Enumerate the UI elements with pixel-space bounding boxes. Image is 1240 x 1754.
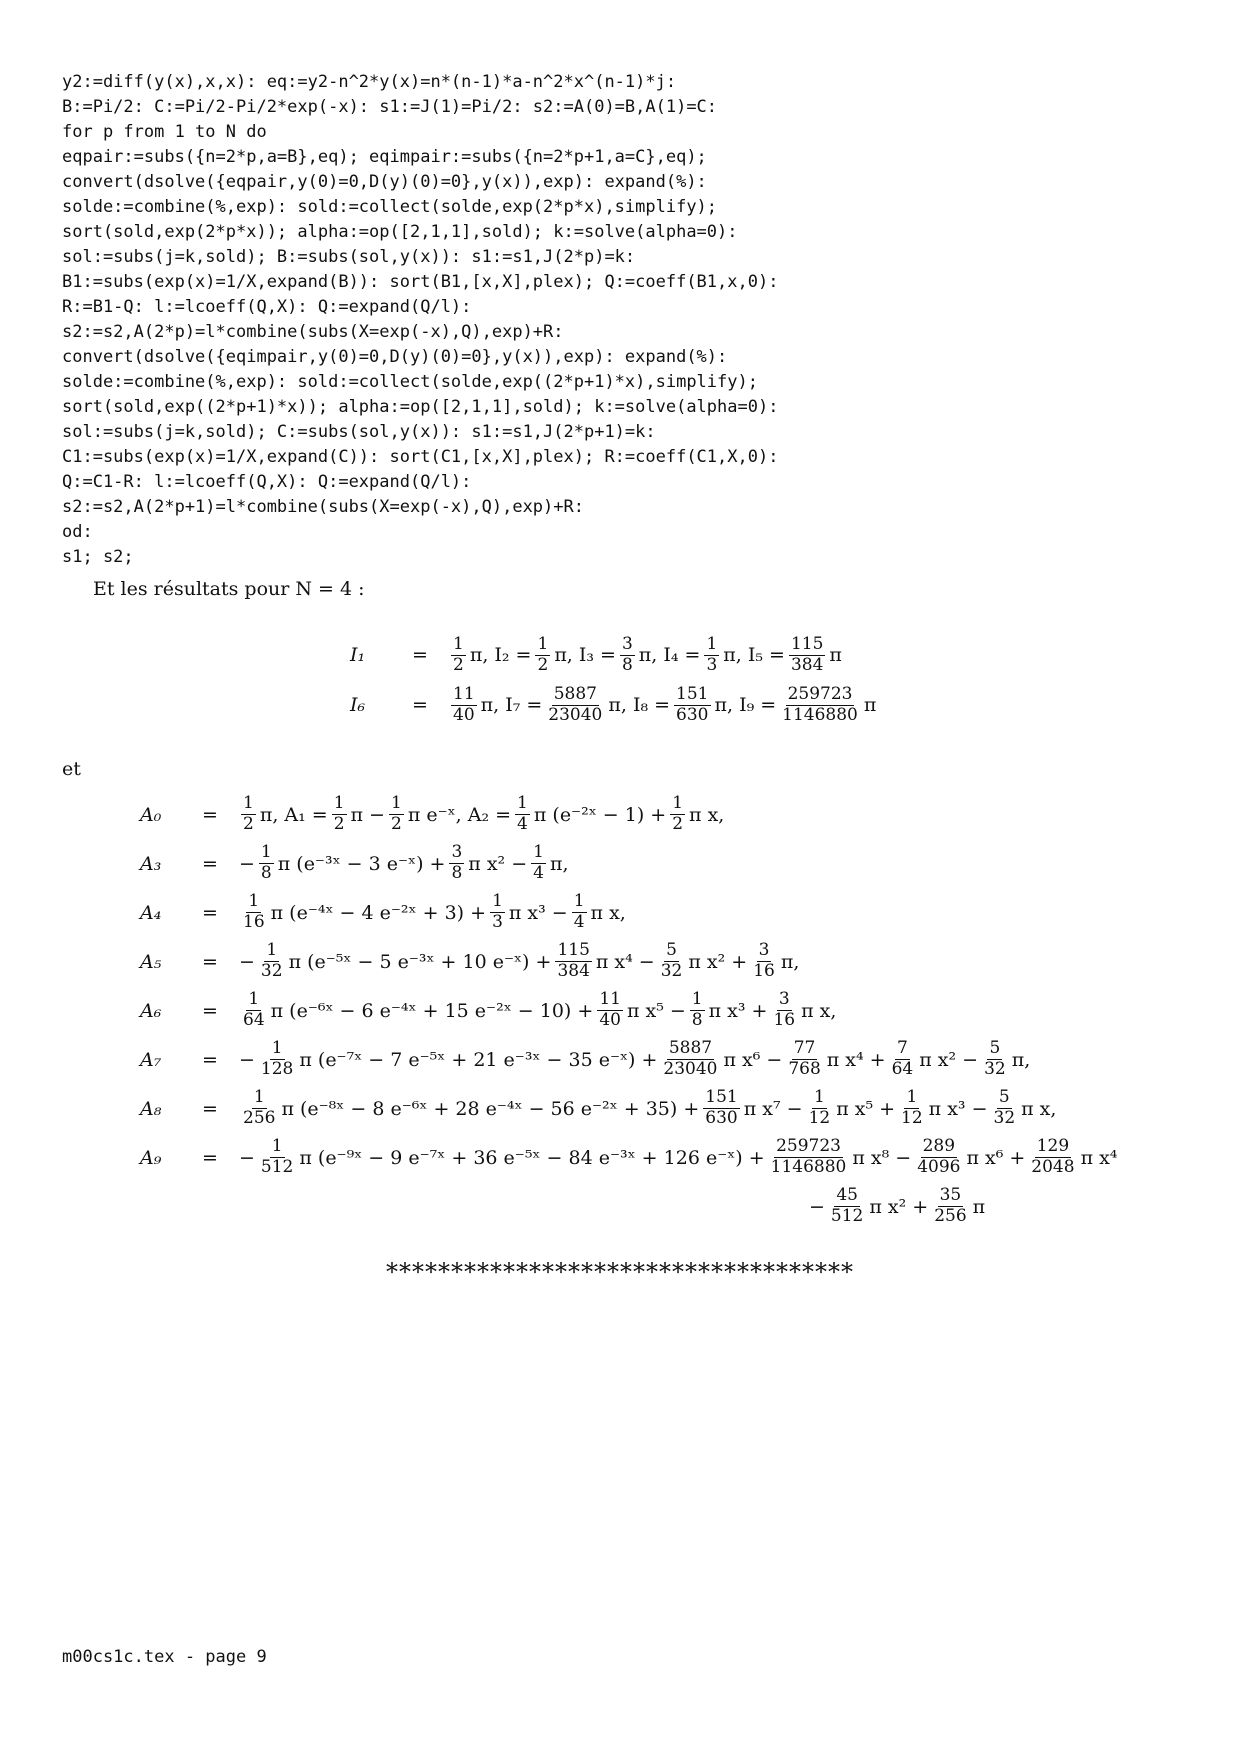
fraction-denominator: 128 — [260, 1059, 294, 1079]
fraction-numerator: 151 — [705, 1087, 738, 1108]
fraction-denominator: 4096 — [917, 1157, 961, 1177]
fraction-numerator: 1 — [672, 793, 684, 814]
fraction-numerator: 1 — [390, 793, 402, 814]
math-text: π e⁻ˣ, A₂ = — [407, 803, 512, 826]
et-text: et — [62, 758, 81, 780]
fraction — [690, 991, 705, 1030]
code-line: B:=Pi/2: C:=Pi/2-Pi/2*exp(-x): s1:=J(1)=Pi/2: s2:=A(0)=B,A(1)=C: — [62, 97, 718, 117]
fraction-numerator: 7 — [897, 1038, 908, 1059]
fraction — [449, 844, 464, 883]
fraction — [982, 1040, 1008, 1079]
math-text: − — [239, 852, 255, 875]
fraction — [259, 942, 285, 981]
equation-row — [140, 1133, 1118, 1182]
integral-results-equations — [350, 630, 877, 730]
fraction-denominator: 23040 — [663, 1059, 718, 1079]
fraction-denominator: 512 — [260, 1157, 294, 1177]
fraction-numerator: 259723 — [787, 683, 853, 704]
fraction-denominator: 23040 — [548, 704, 603, 725]
fraction — [789, 633, 825, 675]
fraction — [555, 942, 591, 981]
math-text: π (e⁻⁸ˣ − 8 e⁻⁶ˣ + 28 e⁻⁴ˣ − 56 e⁻²ˣ + 35) + — [281, 1097, 700, 1120]
math-text: π x⁵ + — [836, 1097, 896, 1120]
fraction — [829, 1187, 865, 1226]
math-text: π x⁵ − — [626, 999, 686, 1022]
equals-sign: = — [202, 999, 218, 1022]
fraction-denominator: 8 — [260, 863, 272, 883]
fraction-denominator: 4 — [573, 912, 585, 932]
fraction-numerator: 77 — [793, 1038, 816, 1059]
page-footer: m00cs1c.tex - page 9 — [62, 1647, 267, 1667]
math-text: π x, — [689, 803, 725, 826]
equation-row — [140, 986, 1118, 1035]
fraction-numerator: 5887 — [668, 1038, 713, 1059]
equation-rhs — [448, 683, 877, 725]
fraction-numerator: 3 — [758, 940, 770, 961]
equation-rhs — [238, 1138, 1118, 1177]
fraction-denominator: 1146880 — [782, 704, 858, 725]
fraction-denominator: 16 — [243, 912, 265, 932]
equation-row — [140, 1084, 1118, 1133]
fraction-numerator: 1 — [706, 633, 718, 654]
fraction-numerator: 151 — [676, 683, 709, 704]
fraction — [932, 1187, 968, 1226]
code-line: sort(sold,exp(2*p*x)); alpha:=op([2,1,1],sold); k:=solve(alpha=0): — [62, 222, 738, 242]
fraction-numerator: 5 — [666, 940, 677, 961]
math-text: π — [972, 1195, 986, 1218]
equation-lhs: A₆ — [140, 999, 162, 1022]
math-text: π, I₇ = — [480, 694, 543, 716]
fraction-numerator: 3 — [778, 989, 790, 1010]
maple-code-block — [62, 70, 778, 570]
fraction — [259, 844, 274, 883]
fraction — [807, 1089, 833, 1128]
code-line: Q:=C1-R: l:=lcoeff(Q,X): Q:=expand(Q/l): — [62, 472, 472, 492]
fraction-denominator: 12 — [808, 1108, 831, 1128]
math-text: − — [239, 950, 255, 973]
fraction-denominator: 4 — [533, 863, 544, 883]
fraction-numerator: 1 — [537, 633, 549, 654]
code-line: C1:=subs(exp(x)=1/X,expand(C)): sort(C1,[x,X],plex); R:=coeff(C1,X,0): — [62, 447, 779, 467]
code-line: B1:=subs(exp(x)=1/X,expand(B)): sort(B1,[x,X],plex); Q:=coeff(B1,x,0): — [62, 272, 779, 292]
fraction — [620, 633, 635, 675]
math-text: π (e⁻³ˣ − 3 e⁻ˣ) + — [277, 852, 446, 875]
math-text: π x³ + — [708, 999, 768, 1022]
math-text: π, I₃ = — [554, 644, 616, 666]
fraction — [515, 795, 530, 834]
math-text: π x⁴ + — [826, 1048, 886, 1071]
fraction — [670, 795, 685, 834]
fraction-numerator: 3 — [451, 842, 463, 863]
math-text: π, — [1011, 1048, 1031, 1071]
equation-row — [140, 790, 1118, 839]
math-text: π, I₂ = — [469, 644, 532, 666]
code-line: solde:=combine(%,exp): sold:=collect(solde,exp(2*p*x),simplify); — [62, 197, 718, 217]
fraction-denominator: 3 — [706, 654, 718, 675]
equation-rhs — [238, 1040, 1031, 1079]
equation-rhs — [238, 795, 725, 834]
fraction-denominator: 32 — [984, 1059, 1006, 1079]
fraction — [241, 1089, 277, 1128]
fraction — [451, 683, 477, 725]
equation-row — [350, 680, 877, 730]
fraction-denominator: 16 — [753, 961, 775, 981]
math-text: π x⁶ + — [966, 1146, 1026, 1169]
code-line: R:=B1-Q: l:=lcoeff(Q,X): Q:=expand(Q/l): — [62, 297, 472, 317]
fraction-numerator: 5 — [989, 1038, 1001, 1059]
math-text: − — [239, 1048, 255, 1071]
fraction — [259, 1040, 295, 1079]
fraction-numerator: 1 — [266, 940, 278, 961]
equation-lhs: I₁ — [350, 644, 366, 666]
fraction-denominator: 32 — [260, 961, 283, 981]
fraction-denominator: 32 — [993, 1108, 1016, 1128]
equals-sign: = — [202, 1146, 218, 1169]
fraction — [241, 893, 267, 932]
math-text: π x² + — [869, 1195, 929, 1218]
fraction — [241, 795, 256, 834]
math-text: π — [863, 694, 877, 716]
code-line: sol:=subs(j=k,sold); C:=subs(sol,y(x)): s1:=s1,J(2*p+1)=k: — [62, 422, 656, 442]
fraction-numerator: 1 — [691, 989, 703, 1010]
code-line: sol:=subs(j=k,sold); B:=subs(sol,y(x)): s1:=s1,J(2*p)=k: — [62, 247, 636, 267]
equation-row — [140, 937, 1118, 986]
fraction — [751, 942, 777, 981]
fraction-denominator: 2 — [537, 654, 549, 675]
equals-sign: = — [412, 694, 428, 716]
fraction-numerator: 1 — [260, 842, 272, 863]
fraction-numerator: 45 — [836, 1185, 858, 1206]
math-text: π x, — [590, 901, 626, 924]
fraction-denominator: 40 — [453, 704, 475, 725]
math-text: − — [239, 1146, 255, 1169]
fraction-numerator: 115 — [557, 940, 590, 961]
separator-stars: ************************************ — [386, 1258, 854, 1286]
code-line: s1; s2; — [62, 547, 134, 567]
fraction — [332, 795, 347, 834]
fraction — [259, 1138, 295, 1177]
fraction-denominator: 8 — [451, 863, 463, 883]
fraction-denominator: 2 — [333, 814, 345, 834]
fraction — [572, 893, 587, 932]
equation-row — [140, 888, 1118, 937]
equation-rhs — [238, 844, 569, 883]
equation-rhs — [238, 893, 627, 932]
math-text: π x² + — [688, 950, 748, 973]
fraction — [915, 1138, 962, 1177]
fraction — [771, 991, 797, 1030]
fraction-denominator: 2 — [243, 814, 254, 834]
fraction-numerator: 1 — [906, 1087, 918, 1108]
fraction-denominator: 768 — [788, 1059, 821, 1079]
math-text: π (e⁻²ˣ − 1) + — [533, 803, 667, 826]
equation-rhs — [238, 1089, 1057, 1128]
equals-sign: = — [202, 950, 218, 973]
math-text: π x² − — [468, 852, 528, 875]
fraction-denominator: 2 — [453, 654, 464, 675]
equals-sign: = — [202, 852, 218, 875]
fraction-numerator: 1 — [453, 633, 464, 654]
fraction — [890, 1040, 916, 1079]
fraction-numerator: 11 — [599, 989, 621, 1010]
equation-lhs: I₆ — [350, 694, 366, 716]
fraction-denominator: 4 — [517, 814, 528, 834]
fraction — [780, 683, 860, 725]
fraction-denominator: 384 — [557, 961, 590, 981]
math-text: π x² − — [919, 1048, 979, 1071]
code-line: eqpair:=subs({n=2*p,a=B},eq); eqimpair:=subs({n=2*p+1,a=C},eq); — [62, 147, 707, 167]
fraction-numerator: 1 — [492, 891, 503, 912]
fraction-denominator: 1146880 — [770, 1157, 847, 1177]
code-line: solde:=combine(%,exp): sold:=collect(solde,exp((2*p+1)*x),simplify); — [62, 372, 758, 392]
fraction-numerator: 289 — [922, 1136, 956, 1157]
math-text: π, I₄ = — [638, 644, 701, 666]
fraction-numerator: 3 — [621, 633, 633, 654]
math-text: π, — [549, 852, 569, 875]
code-line: sort(sold,exp((2*p+1)*x)); alpha:=op([2,1,1],sold); k:=solve(alpha=0): — [62, 397, 779, 417]
fraction-denominator: 256 — [243, 1108, 276, 1128]
equals-sign: = — [202, 803, 218, 826]
fraction-numerator: 1 — [573, 891, 585, 912]
fraction-denominator: 8 — [691, 1010, 703, 1030]
fraction — [546, 683, 604, 725]
math-text: π, I₉ = — [714, 694, 777, 716]
fraction-denominator: 630 — [676, 704, 709, 725]
math-text: π (e⁻⁷ˣ − 7 e⁻⁵ˣ + 21 e⁻³ˣ − 35 e⁻ˣ) + — [299, 1048, 658, 1071]
fraction — [769, 1138, 849, 1177]
math-text: − — [809, 1195, 825, 1218]
equals-sign: = — [202, 1048, 218, 1071]
equation-row — [140, 1035, 1118, 1084]
equation-lhs: A₈ — [140, 1097, 162, 1120]
fraction — [531, 844, 546, 883]
fraction-denominator: 630 — [705, 1108, 738, 1128]
fraction-denominator: 3 — [492, 912, 503, 932]
fraction — [703, 1089, 739, 1128]
equation-row — [140, 839, 1118, 888]
code-line: convert(dsolve({eqpair,y(0)=0,D(y)(0)=0},y(x)),exp): expand(%): — [62, 172, 707, 192]
fraction-numerator: 1 — [248, 891, 260, 912]
equation-row — [350, 630, 877, 680]
fraction-denominator: 2 — [672, 814, 684, 834]
fraction-denominator: 8 — [621, 654, 633, 675]
fraction-numerator: 5 — [998, 1087, 1010, 1108]
math-text: π x⁴ — [1080, 1146, 1118, 1169]
math-text: π, — [780, 950, 800, 973]
fraction — [992, 1089, 1018, 1128]
equals-sign: = — [202, 1097, 218, 1120]
math-text: π − — [350, 803, 385, 826]
equation-lhs: A₅ — [140, 950, 162, 973]
fraction — [661, 1040, 719, 1079]
math-text: π (e⁻⁶ˣ − 6 e⁻⁴ˣ + 15 e⁻²ˣ − 10) + — [270, 999, 594, 1022]
fraction — [597, 991, 623, 1030]
equation-row — [140, 1182, 1118, 1231]
fraction — [786, 1040, 822, 1079]
math-text: π x³ − — [928, 1097, 988, 1120]
fraction-numerator: 1 — [333, 793, 345, 814]
math-text: π — [829, 644, 842, 666]
equation-rhs — [238, 942, 800, 981]
equation-lhs: A₇ — [140, 1048, 162, 1071]
math-text: π (e⁻⁹ˣ − 9 e⁻⁷ˣ + 36 e⁻⁵ˣ − 84 e⁻³ˣ + 126 e⁻ˣ) + — [299, 1146, 765, 1169]
fraction-numerator: 1 — [271, 1136, 283, 1157]
fraction — [1029, 1138, 1076, 1177]
code-line: convert(dsolve({eqimpair,y(0)=0,D(y)(0)=0},y(x)),exp): expand(%): — [62, 347, 728, 367]
equation-lhs: A₀ — [140, 803, 162, 826]
math-text: π x⁷ − — [743, 1097, 803, 1120]
fraction — [535, 633, 550, 675]
fraction-numerator: 129 — [1036, 1136, 1070, 1157]
fraction-denominator: 2048 — [1031, 1157, 1075, 1177]
code-line: s2:=s2,A(2*p)=l*combine(subs(X=exp(-x),Q),exp)+R: — [62, 322, 564, 342]
fraction-numerator: 35 — [939, 1185, 962, 1206]
fraction-denominator: 32 — [660, 961, 683, 981]
fraction-numerator: 5887 — [553, 683, 597, 704]
math-text: π x⁴ − — [595, 950, 655, 973]
code-line: od: — [62, 522, 93, 542]
fraction-numerator: 1 — [533, 842, 544, 863]
fraction-denominator: 64 — [243, 1010, 265, 1030]
fraction — [451, 633, 466, 675]
fraction-denominator: 40 — [599, 1010, 621, 1030]
fraction-denominator: 12 — [901, 1108, 923, 1128]
equals-sign: = — [202, 901, 218, 924]
fraction — [899, 1089, 925, 1128]
fraction-numerator: 1 — [813, 1087, 825, 1108]
fraction-numerator: 1 — [253, 1087, 265, 1108]
code-line: s2:=s2,A(2*p+1)=l*combine(subs(X=exp(-x),Q),exp)+R: — [62, 497, 584, 517]
fraction-numerator: 1 — [248, 989, 260, 1010]
fraction-numerator: 259723 — [776, 1136, 841, 1157]
math-text: π, I₈ = — [608, 694, 671, 716]
math-text: π x⁸ − — [852, 1146, 912, 1169]
fraction — [704, 633, 719, 675]
equals-sign: = — [412, 644, 428, 666]
math-text: π (e⁻⁴ˣ − 4 e⁻²ˣ + 3) + — [270, 901, 487, 924]
function-results-equations — [140, 790, 1118, 1231]
math-text: π (e⁻⁵ˣ − 5 e⁻³ˣ + 10 e⁻ˣ) + — [288, 950, 552, 973]
fraction-numerator: 11 — [453, 683, 475, 704]
fraction — [659, 942, 685, 981]
equation-rhs — [238, 991, 837, 1030]
math-text: π x, — [801, 999, 837, 1022]
equation-lhs: A₄ — [140, 901, 162, 924]
math-text: π x, — [1021, 1097, 1057, 1120]
fraction — [674, 683, 710, 725]
math-text: π x³ − — [508, 901, 568, 924]
fraction-denominator: 2 — [390, 814, 402, 834]
results-intro: Et les résultats pour N = 4 : — [93, 578, 365, 600]
fraction-denominator: 64 — [891, 1059, 914, 1079]
math-text: π x⁶ − — [723, 1048, 783, 1071]
fraction-numerator: 1 — [517, 793, 528, 814]
fraction-denominator: 384 — [790, 654, 824, 675]
fraction-denominator: 256 — [934, 1206, 967, 1226]
fraction — [389, 795, 404, 834]
code-line: y2:=diff(y(x),x,x): eq:=y2-n^2*y(x)=n*(n-1)*a-n^2*x^(n-1)*j: — [62, 72, 677, 92]
equation-rhs — [808, 1187, 986, 1226]
math-text: π, A₁ = — [259, 803, 328, 826]
fraction-denominator: 512 — [830, 1206, 864, 1226]
fraction-numerator: 1 — [271, 1038, 283, 1059]
math-text: π, I₅ = — [723, 644, 785, 666]
fraction — [241, 991, 267, 1030]
equation-lhs: A₉ — [140, 1146, 162, 1169]
equation-lhs: A₃ — [140, 852, 162, 875]
fraction — [490, 893, 505, 932]
equation-rhs — [448, 633, 843, 675]
fraction-denominator: 16 — [773, 1010, 796, 1030]
code-line: for p from 1 to N do — [62, 122, 267, 142]
fraction-numerator: 1 — [243, 793, 254, 814]
fraction-numerator: 115 — [790, 633, 824, 654]
